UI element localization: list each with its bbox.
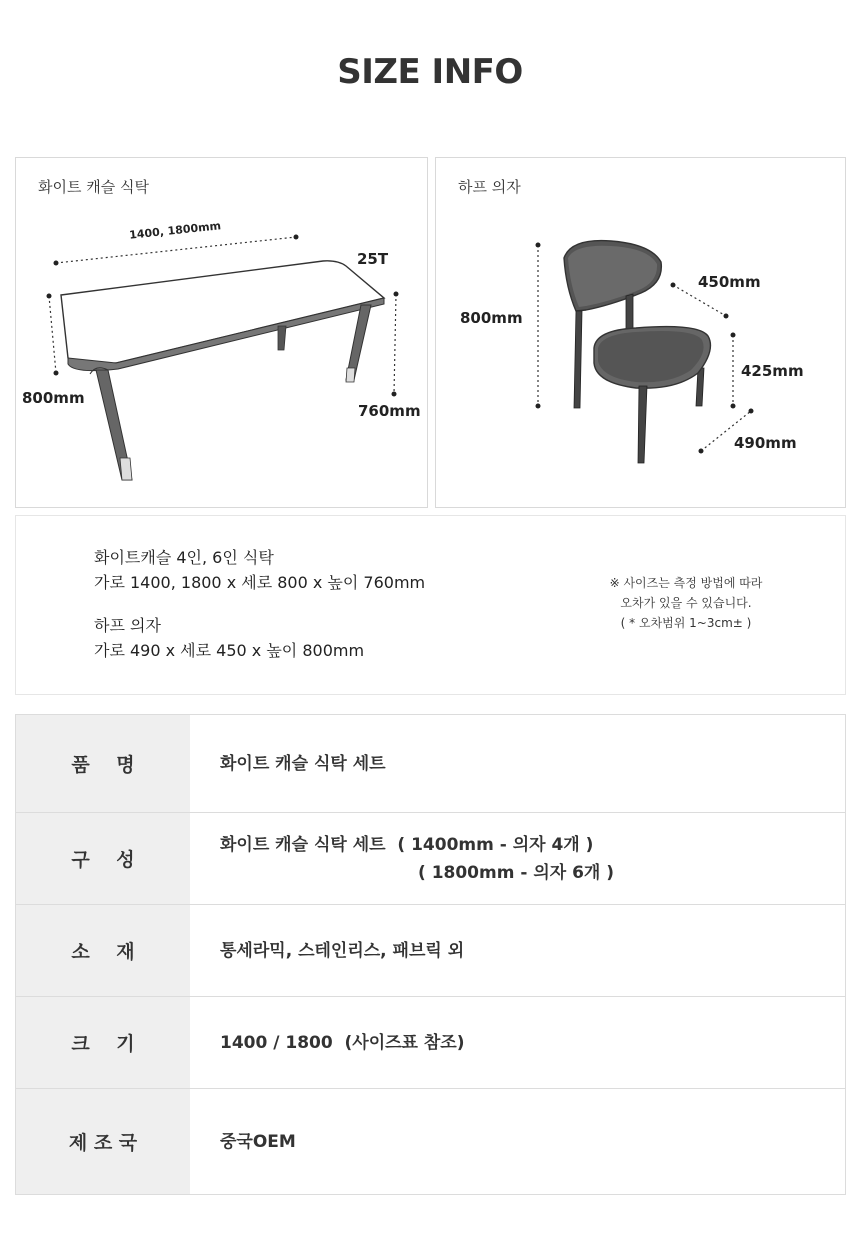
chair-summary: [94, 613, 364, 663]
product-spec-table: [15, 714, 846, 1195]
table-summary: [94, 545, 425, 595]
spec-value-composition: 화이트 캐슬 식탁 세트 ( 1400mm - 의자 4개 ): [220, 834, 594, 855]
table-panel-title: 화이트 캐슬 식탁: [38, 178, 149, 196]
spec-row-material: [16, 905, 845, 997]
table-summary-size: 가로 1400, 1800 x 세로 800 x 높이 760mm: [94, 573, 426, 592]
spec-label-size: 크 기: [16, 997, 190, 1088]
table-size-panel: [15, 157, 428, 508]
table-height-label: 760mm: [358, 402, 421, 420]
chair-summary-size: 가로 490 x 세로 450 x 높이 800mm: [94, 641, 365, 660]
chair-width-label: 490mm: [734, 434, 797, 452]
chair-seat-height-label: 425mm: [741, 362, 804, 380]
spec-row-size: [16, 997, 845, 1089]
note-line-3: ( * 오차범위 1~3cm± ): [620, 616, 752, 630]
spec-label-origin: 제 조 국: [16, 1089, 190, 1194]
table-thickness-label: 25T: [357, 250, 389, 268]
measurement-note: [561, 573, 811, 633]
spec-row-origin: [16, 1089, 845, 1194]
note-line-1: ※ 사이즈는 측정 방법에 따라: [609, 576, 763, 590]
spec-value-size: 1400 / 1800 (사이즈표 참조): [220, 1032, 465, 1053]
spec-label-name: 품 명: [16, 715, 190, 812]
size-summary-box: [15, 515, 846, 695]
spec-value-composition-2: ( 1800mm - 의자 6개 ): [418, 862, 615, 883]
chair-height-label: 800mm: [460, 309, 523, 327]
spec-value-origin: 중국OEM: [220, 1131, 296, 1152]
spec-row-name: [16, 715, 845, 813]
spec-value-material: 통세라믹, 스테인리스, 패브릭 외: [220, 940, 465, 961]
chair-depth-label: 450mm: [698, 273, 761, 291]
table-width-label: 1400, 1800mm: [128, 219, 222, 242]
spec-value-name: 화이트 캐슬 식탁 세트: [220, 753, 386, 774]
note-line-2: 오차가 있을 수 있습니다.: [620, 596, 752, 610]
chair-illustration: [436, 158, 847, 509]
spec-label-material: 소 재: [16, 905, 190, 996]
chair-summary-name: 하프 의자: [94, 616, 161, 635]
page-title: SIZE INFO: [337, 52, 523, 92]
spec-row-composition: [16, 813, 845, 905]
chair-panel-title: 하프 의자: [458, 178, 521, 196]
table-summary-name: 화이트캐슬 4인, 6인 식탁: [94, 548, 274, 567]
chair-size-panel: [435, 157, 846, 508]
table-depth-label: 800mm: [22, 389, 85, 407]
spec-label-composition: 구 성: [16, 813, 190, 904]
table-illustration: [16, 158, 429, 509]
